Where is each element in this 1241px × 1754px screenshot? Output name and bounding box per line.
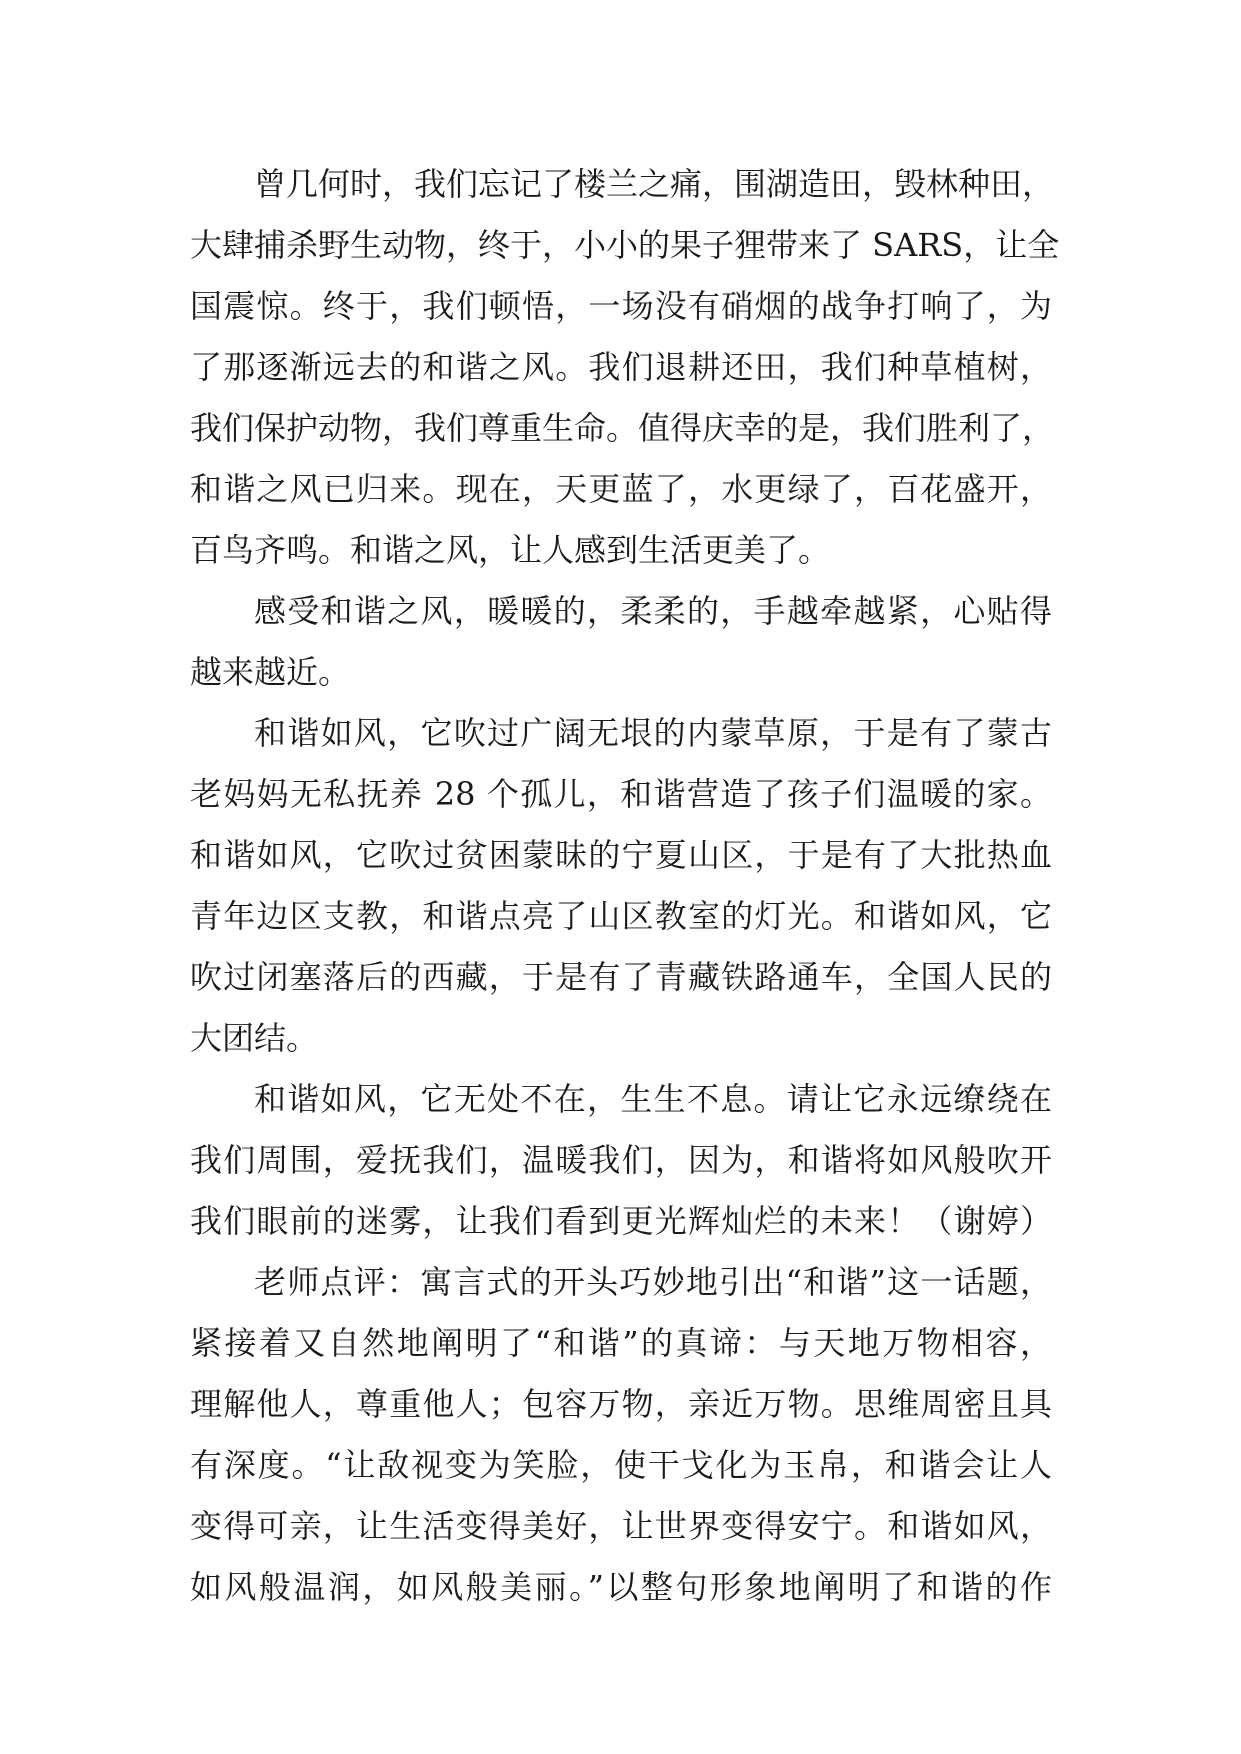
text-line: 和谐之风已归来。现在，天更蓝了，水更绿了，百花盛开， [190, 470, 1052, 508]
text-line: 青年边区支教，和谐点亮了山区教室的灯光。和谐如风，它 [190, 897, 1052, 935]
text-line: 越来越近。 [190, 653, 351, 691]
text-line: 感受和谐之风，暖暖的，柔柔的，手越牵越紧，心贴得 [254, 592, 1052, 630]
text-line: 大肆捕杀野生动物，终于，小小的果子狸带来了 SARS，让全 [190, 226, 1060, 264]
text-line: 紧接着又自然地阐明了“和谐”的真谛：与天地万物相容， [190, 1324, 1052, 1362]
text-line: 如风般温润，如风般美丽。”以整句形象地阐明了和谐的作 [190, 1568, 1052, 1606]
text-line: 和谐如风，它无处不在，生生不息。请让它永远缭绕在 [254, 1080, 1052, 1118]
text-line: 我们保护动物，我们尊重生命。值得庆幸的是，我们胜利了， [190, 409, 1055, 447]
text-line: 我们周围，爱抚我们，温暖我们，因为，和谐将如风般吹开 [190, 1141, 1052, 1179]
text-line: 国震惊。终于，我们顿悟，一场没有硝烟的战争打响了，为 [190, 287, 1052, 325]
text-line: 老师点评：寓言式的开头巧妙地引出“和谐”这一话题， [254, 1263, 1052, 1301]
document-body [190, 154, 1060, 1618]
text-line: 变得可亲，让生活变得美好，让世界变得安宁。和谐如风， [190, 1507, 1052, 1545]
text-line: 了那逐渐远去的和谐之风。我们退耕还田，我们种草植树， [190, 348, 1052, 386]
text-line: 理解他人，尊重他人；包容万物，亲近万物。思维周密且具 [190, 1385, 1052, 1423]
text-line: 老妈妈无私抚养 28 个孤儿，和谐营造了孩子们温暖的家。 [190, 775, 1052, 813]
text-line: 吹过闭塞落后的西藏，于是有了青藏铁路通车，全国人民的 [190, 958, 1052, 996]
text-line: 和谐如风，它吹过广阔无垠的内蒙草原，于是有了蒙古 [254, 714, 1052, 752]
text-line: 和谐如风，它吹过贫困蒙昧的宁夏山区，于是有了大批热血 [190, 836, 1052, 874]
text-line: 百鸟齐鸣。和谐之风，让人感到生活更美了。 [190, 531, 831, 569]
text-line: 有深度。“让敌视变为笑脸，使干戈化为玉帛，和谐会让人 [190, 1446, 1052, 1484]
text-line: 曾几何时，我们忘记了楼兰之痛，围湖造田，毁林种田， [254, 165, 1055, 203]
text-line: 大团结。 [190, 1019, 319, 1057]
text-line: 我们眼前的迷雾，让我们看到更光辉灿烂的未来！（谢婷） [190, 1202, 1052, 1240]
